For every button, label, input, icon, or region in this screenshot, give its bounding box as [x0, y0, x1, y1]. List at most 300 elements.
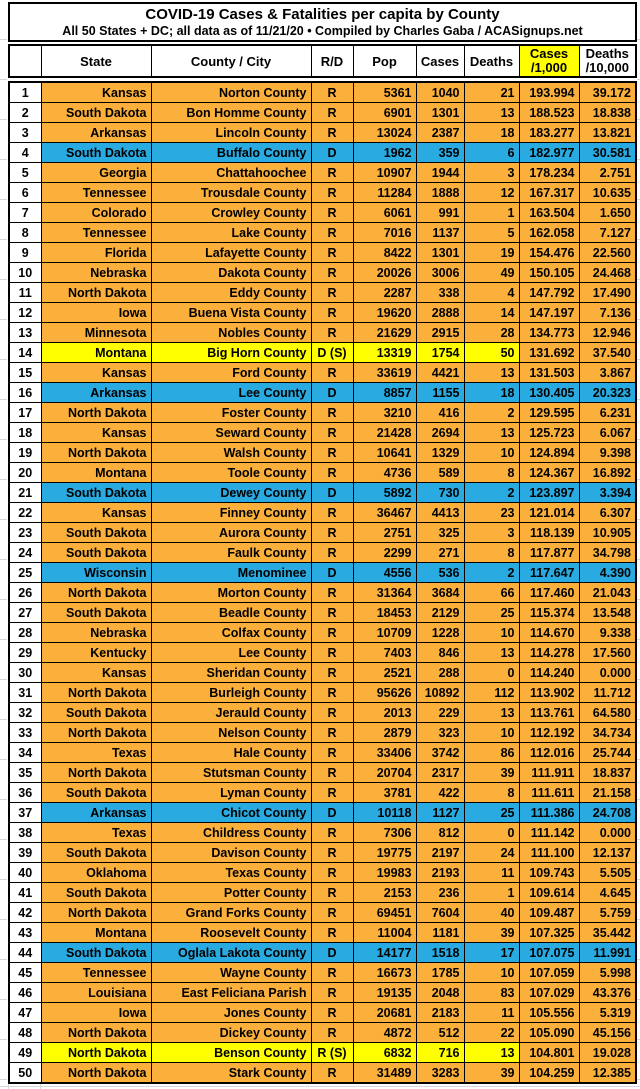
cell-cases-per-1000: 111.911 [519, 763, 579, 783]
cell-state: North Dakota [41, 1063, 151, 1084]
cell-deaths-per-10000: 45.156 [579, 1023, 636, 1043]
cell-rank: 4 [9, 143, 41, 163]
cell-county: Nobles County [151, 323, 311, 343]
cell-deaths: 4 [464, 283, 519, 303]
table-row [9, 203, 636, 223]
cell-county: Buena Vista County [151, 303, 311, 323]
cell-pop: 8422 [353, 243, 416, 263]
table-row [9, 823, 636, 843]
cell-deaths: 66 [464, 583, 519, 603]
cell-state: Kansas [41, 423, 151, 443]
cell-deaths-per-10000: 9.398 [579, 443, 636, 463]
cell-county: East Feliciana Parish [151, 983, 311, 1003]
table-row [9, 643, 636, 663]
cell-party: R [311, 543, 353, 563]
cell-county: Colfax County [151, 623, 311, 643]
cell-rank: 49 [9, 1043, 41, 1063]
cell-deaths: 11 [464, 863, 519, 883]
cell-deaths: 39 [464, 1063, 519, 1084]
table-row [9, 103, 636, 123]
cell-state: North Dakota [41, 763, 151, 783]
cell-rank: 14 [9, 343, 41, 363]
cell-cases-per-1000: 107.325 [519, 923, 579, 943]
cell-county: Jerauld County [151, 703, 311, 723]
cell-cases: 3006 [416, 263, 464, 283]
cell-state: Kansas [41, 363, 151, 383]
cell-cases-per-1000: 124.894 [519, 443, 579, 463]
table-row [9, 863, 636, 883]
cell-pop: 13024 [353, 123, 416, 143]
cell-cases-per-1000: 118.139 [519, 523, 579, 543]
cell-cases-per-1000: 131.692 [519, 343, 579, 363]
cell-deaths-per-10000: 7.136 [579, 303, 636, 323]
cell-party: R [311, 523, 353, 543]
cell-county: Eddy County [151, 283, 311, 303]
table-row [9, 303, 636, 323]
cell-deaths: 6 [464, 143, 519, 163]
cell-pop: 31489 [353, 1063, 416, 1084]
cell-rank: 43 [9, 923, 41, 943]
cell-rank: 27 [9, 603, 41, 623]
table-title: COVID-19 Cases & Fatalities per capita by County [145, 6, 500, 23]
cell-state: Kansas [41, 503, 151, 523]
cell-pop: 6832 [353, 1043, 416, 1063]
cell-state: Nebraska [41, 623, 151, 643]
header-deaths-per-10000 [579, 45, 636, 77]
cell-cases-per-1000: 105.556 [519, 1003, 579, 1023]
cell-cases-per-1000: 117.877 [519, 543, 579, 563]
table-row [9, 683, 636, 703]
cell-cases-per-1000: 109.487 [519, 903, 579, 923]
cell-cases: 536 [416, 563, 464, 583]
cell-rank: 28 [9, 623, 41, 643]
cell-state: Texas [41, 743, 151, 763]
cell-deaths-per-10000: 39.172 [579, 82, 636, 103]
cell-cases: 512 [416, 1023, 464, 1043]
cell-cases: 2197 [416, 843, 464, 863]
cell-cases-per-1000: 114.670 [519, 623, 579, 643]
cell-deaths-per-10000: 5.505 [579, 863, 636, 883]
cell-deaths-per-10000: 0.000 [579, 823, 636, 843]
header-party: R/D [311, 45, 353, 77]
cell-rank: 38 [9, 823, 41, 843]
cell-party: R [311, 1063, 353, 1084]
cell-pop: 7016 [353, 223, 416, 243]
cell-cases-per-1000: 112.192 [519, 723, 579, 743]
cell-cases: 1301 [416, 103, 464, 123]
cell-deaths: 10 [464, 443, 519, 463]
cell-county: Chicot County [151, 803, 311, 823]
cell-pop: 5361 [353, 82, 416, 103]
cell-cases-per-1000: 107.075 [519, 943, 579, 963]
cell-state: North Dakota [41, 723, 151, 743]
cell-cases-per-1000: 163.504 [519, 203, 579, 223]
cell-state: North Dakota [41, 1043, 151, 1063]
cell-pop: 10118 [353, 803, 416, 823]
cell-deaths-per-10000: 7.127 [579, 223, 636, 243]
table-row [9, 1003, 636, 1023]
cell-deaths-per-10000: 19.028 [579, 1043, 636, 1063]
cell-party: R [311, 843, 353, 863]
cell-deaths-per-10000: 0.000 [579, 663, 636, 683]
cell-deaths: 2 [464, 483, 519, 503]
cell-rank: 48 [9, 1023, 41, 1043]
cell-deaths: 0 [464, 663, 519, 683]
cell-deaths-per-10000: 6.067 [579, 423, 636, 443]
cell-state: Georgia [41, 163, 151, 183]
cell-deaths-per-10000: 17.560 [579, 643, 636, 663]
cell-county: Menominee [151, 563, 311, 583]
cell-county: Walsh County [151, 443, 311, 463]
cell-state: Kentucky [41, 643, 151, 663]
table-subtitle: All 50 States + DC; all data as of 11/21/20 • Compiled by Charles Gaba / ACASignups.net [62, 24, 583, 38]
cell-cases: 3742 [416, 743, 464, 763]
cell-pop: 8857 [353, 383, 416, 403]
cell-cases-per-1000: 147.792 [519, 283, 579, 303]
cell-party: R [311, 103, 353, 123]
cell-party: R [311, 403, 353, 423]
cell-cases-per-1000: 183.277 [519, 123, 579, 143]
cell-state: South Dakota [41, 943, 151, 963]
table-row [9, 583, 636, 603]
cell-cases-per-1000: 114.278 [519, 643, 579, 663]
table-body [9, 82, 636, 1083]
cell-party: R [311, 183, 353, 203]
cell-pop: 21629 [353, 323, 416, 343]
cell-county: Crowley County [151, 203, 311, 223]
cell-pop: 2879 [353, 723, 416, 743]
cell-rank: 30 [9, 663, 41, 683]
cell-party: R [311, 783, 353, 803]
cell-state: Tennessee [41, 223, 151, 243]
table-row [9, 123, 636, 143]
cell-pop: 19775 [353, 843, 416, 863]
cell-rank: 26 [9, 583, 41, 603]
cell-party: R [311, 903, 353, 923]
cell-deaths: 2 [464, 403, 519, 423]
cell-party: R [311, 703, 353, 723]
cell-deaths-per-10000: 11.991 [579, 943, 636, 963]
cell-state: Montana [41, 463, 151, 483]
cell-county: Nelson County [151, 723, 311, 743]
cell-pop: 2299 [353, 543, 416, 563]
cell-rank: 12 [9, 303, 41, 323]
cell-rank: 45 [9, 963, 41, 983]
cell-deaths-per-10000: 1.650 [579, 203, 636, 223]
cell-deaths: 40 [464, 903, 519, 923]
cell-deaths-per-10000: 12.385 [579, 1063, 636, 1084]
table-row [9, 703, 636, 723]
cell-deaths: 8 [464, 783, 519, 803]
cell-state: South Dakota [41, 783, 151, 803]
cell-cases-per-1000: 105.090 [519, 1023, 579, 1043]
cell-deaths: 112 [464, 683, 519, 703]
cell-cases: 1944 [416, 163, 464, 183]
cell-cases-per-1000: 109.743 [519, 863, 579, 883]
cell-rank: 39 [9, 843, 41, 863]
cell-deaths: 13 [464, 703, 519, 723]
cell-deaths-per-10000: 13.548 [579, 603, 636, 623]
cell-cases-per-1000: 182.977 [519, 143, 579, 163]
cell-state: South Dakota [41, 843, 151, 863]
cell-cases: 1301 [416, 243, 464, 263]
cell-deaths: 12 [464, 183, 519, 203]
cell-party: R [311, 923, 353, 943]
cell-state: Florida [41, 243, 151, 263]
cell-pop: 19620 [353, 303, 416, 323]
cell-party: R [311, 243, 353, 263]
cell-state: South Dakota [41, 483, 151, 503]
cell-cases: 730 [416, 483, 464, 503]
cell-cases: 2317 [416, 763, 464, 783]
cell-state: Texas [41, 823, 151, 843]
cell-deaths: 13 [464, 423, 519, 443]
cell-party: D [311, 943, 353, 963]
cell-cases: 1785 [416, 963, 464, 983]
cell-deaths: 1 [464, 203, 519, 223]
cell-state: South Dakota [41, 543, 151, 563]
cell-deaths: 8 [464, 463, 519, 483]
cell-pop: 16673 [353, 963, 416, 983]
table-row [9, 903, 636, 923]
cell-pop: 69451 [353, 903, 416, 923]
cell-party: R [311, 623, 353, 643]
cell-rank: 7 [9, 203, 41, 223]
cell-party: D [311, 563, 353, 583]
header-deaths: Deaths [464, 45, 519, 77]
cell-deaths-per-10000: 4.645 [579, 883, 636, 903]
cell-cases: 1888 [416, 183, 464, 203]
cell-cases: 1228 [416, 623, 464, 643]
cell-cases: 229 [416, 703, 464, 723]
cell-county: Lee County [151, 383, 311, 403]
cell-rank: 35 [9, 763, 41, 783]
cell-cases: 1137 [416, 223, 464, 243]
cell-cases-per-1000: 178.234 [519, 163, 579, 183]
cell-state: South Dakota [41, 603, 151, 623]
cell-county: Buffalo County [151, 143, 311, 163]
header-deaths-per-10000-line1: Deaths [585, 46, 629, 61]
cell-county: Beadle County [151, 603, 311, 623]
cell-cases: 1329 [416, 443, 464, 463]
cell-deaths: 13 [464, 103, 519, 123]
cell-pop: 20681 [353, 1003, 416, 1023]
cell-county: Davison County [151, 843, 311, 863]
cell-deaths: 5 [464, 223, 519, 243]
cell-deaths: 19 [464, 243, 519, 263]
cell-pop: 2751 [353, 523, 416, 543]
cell-pop: 11284 [353, 183, 416, 203]
cell-county: Norton County [151, 82, 311, 103]
cell-state: Arkansas [41, 123, 151, 143]
cell-party: R [311, 963, 353, 983]
cell-cases-per-1000: 125.723 [519, 423, 579, 443]
cell-state: Arkansas [41, 383, 151, 403]
cell-cases-per-1000: 129.595 [519, 403, 579, 423]
cell-county: Faulk County [151, 543, 311, 563]
cell-deaths-per-10000: 35.442 [579, 923, 636, 943]
table-row [9, 923, 636, 943]
cell-pop: 19983 [353, 863, 416, 883]
header-deaths-per-10000-line2: /10,000 [585, 60, 629, 75]
cell-rank: 31 [9, 683, 41, 703]
cell-county: Jones County [151, 1003, 311, 1023]
table-row [9, 983, 636, 1003]
cell-pop: 14177 [353, 943, 416, 963]
cell-rank: 41 [9, 883, 41, 903]
cell-cases-per-1000: 188.523 [519, 103, 579, 123]
cell-cases: 589 [416, 463, 464, 483]
cell-party: R [311, 603, 353, 623]
cell-cases-per-1000: 154.476 [519, 243, 579, 263]
cell-cases-per-1000: 124.367 [519, 463, 579, 483]
table-row [9, 463, 636, 483]
cell-deaths: 1 [464, 883, 519, 903]
cell-party: R [311, 683, 353, 703]
cell-rank: 20 [9, 463, 41, 483]
cell-county: Lake County [151, 223, 311, 243]
cell-county: Aurora County [151, 523, 311, 543]
cell-county: Seward County [151, 423, 311, 443]
cell-county: Sheridan County [151, 663, 311, 683]
cell-party: R [311, 883, 353, 903]
cell-cases: 7604 [416, 903, 464, 923]
cell-party: R [311, 863, 353, 883]
cell-state: North Dakota [41, 283, 151, 303]
table-row [9, 283, 636, 303]
cell-rank: 15 [9, 363, 41, 383]
cell-cases-per-1000: 104.801 [519, 1043, 579, 1063]
cell-rank: 24 [9, 543, 41, 563]
cell-cases: 2183 [416, 1003, 464, 1023]
table-row [9, 163, 636, 183]
cell-cases: 716 [416, 1043, 464, 1063]
cell-county: Oglala Lakota County [151, 943, 311, 963]
cell-deaths: 17 [464, 943, 519, 963]
cell-party: D [311, 383, 353, 403]
cell-deaths-per-10000: 10.635 [579, 183, 636, 203]
cell-state: Montana [41, 343, 151, 363]
cell-deaths: 83 [464, 983, 519, 1003]
cell-cases-per-1000: 117.460 [519, 583, 579, 603]
cell-deaths-per-10000: 30.581 [579, 143, 636, 163]
cell-party: R [311, 1023, 353, 1043]
cell-deaths: 3 [464, 523, 519, 543]
cell-county: Lyman County [151, 783, 311, 803]
cell-rank: 10 [9, 263, 41, 283]
table-row [9, 223, 636, 243]
header-row [9, 45, 636, 77]
cell-state: Kansas [41, 663, 151, 683]
cell-deaths: 22 [464, 1023, 519, 1043]
cell-deaths-per-10000: 10.905 [579, 523, 636, 543]
cell-cases-per-1000: 150.105 [519, 263, 579, 283]
cell-cases-per-1000: 147.197 [519, 303, 579, 323]
cell-pop: 11004 [353, 923, 416, 943]
cell-pop: 33406 [353, 743, 416, 763]
cell-deaths: 13 [464, 1043, 519, 1063]
cell-cases: 2129 [416, 603, 464, 623]
cell-deaths: 14 [464, 303, 519, 323]
table-row [9, 1023, 636, 1043]
cell-rank: 18 [9, 423, 41, 443]
cell-deaths: 0 [464, 823, 519, 843]
cell-deaths: 25 [464, 803, 519, 823]
cell-party: R [311, 1003, 353, 1023]
cell-pop: 4736 [353, 463, 416, 483]
cell-cases: 2915 [416, 323, 464, 343]
header-state: State [41, 45, 151, 77]
cell-deaths-per-10000: 17.490 [579, 283, 636, 303]
cell-cases-per-1000: 113.902 [519, 683, 579, 703]
table-row [9, 523, 636, 543]
table-row [9, 383, 636, 403]
cell-pop: 10907 [353, 163, 416, 183]
cell-pop: 10641 [353, 443, 416, 463]
table-row [9, 483, 636, 503]
cell-state: Nebraska [41, 263, 151, 283]
table-row [9, 503, 636, 523]
cell-deaths-per-10000: 4.390 [579, 563, 636, 583]
cell-rank: 1 [9, 82, 41, 103]
table-row [9, 943, 636, 963]
cell-deaths: 50 [464, 343, 519, 363]
cell-rank: 34 [9, 743, 41, 763]
cell-rank: 23 [9, 523, 41, 543]
table-row [9, 883, 636, 903]
cell-county: Ford County [151, 363, 311, 383]
cell-rank: 46 [9, 983, 41, 1003]
cell-party: R [311, 503, 353, 523]
cell-county: Toole County [151, 463, 311, 483]
cell-state: South Dakota [41, 523, 151, 543]
cell-state: Wisconsin [41, 563, 151, 583]
cell-party: R [311, 663, 353, 683]
cell-deaths-per-10000: 3.394 [579, 483, 636, 503]
table-row [9, 143, 636, 163]
table-row [9, 743, 636, 763]
cell-pop: 13319 [353, 343, 416, 363]
cell-pop: 3781 [353, 783, 416, 803]
cell-county: Hale County [151, 743, 311, 763]
cell-deaths-per-10000: 3.867 [579, 363, 636, 383]
cell-rank: 3 [9, 123, 41, 143]
header-pop: Pop [353, 45, 416, 77]
cell-party: R [311, 323, 353, 343]
cell-deaths-per-10000: 43.376 [579, 983, 636, 1003]
cell-deaths-per-10000: 12.946 [579, 323, 636, 343]
cell-cases-per-1000: 109.614 [519, 883, 579, 903]
cell-deaths-per-10000: 21.043 [579, 583, 636, 603]
cell-deaths-per-10000: 20.323 [579, 383, 636, 403]
cell-deaths: 21 [464, 82, 519, 103]
cell-pop: 7403 [353, 643, 416, 663]
cell-pop: 18453 [353, 603, 416, 623]
cell-deaths: 2 [464, 563, 519, 583]
table-row [9, 403, 636, 423]
cell-rank: 44 [9, 943, 41, 963]
cell-county: Big Horn County [151, 343, 311, 363]
cell-rank: 40 [9, 863, 41, 883]
cell-cases: 359 [416, 143, 464, 163]
cell-party: R [311, 763, 353, 783]
cell-pop: 4872 [353, 1023, 416, 1043]
cell-pop: 36467 [353, 503, 416, 523]
table-row [9, 803, 636, 823]
cell-rank: 22 [9, 503, 41, 523]
cell-rank: 36 [9, 783, 41, 803]
cell-cases: 422 [416, 783, 464, 803]
